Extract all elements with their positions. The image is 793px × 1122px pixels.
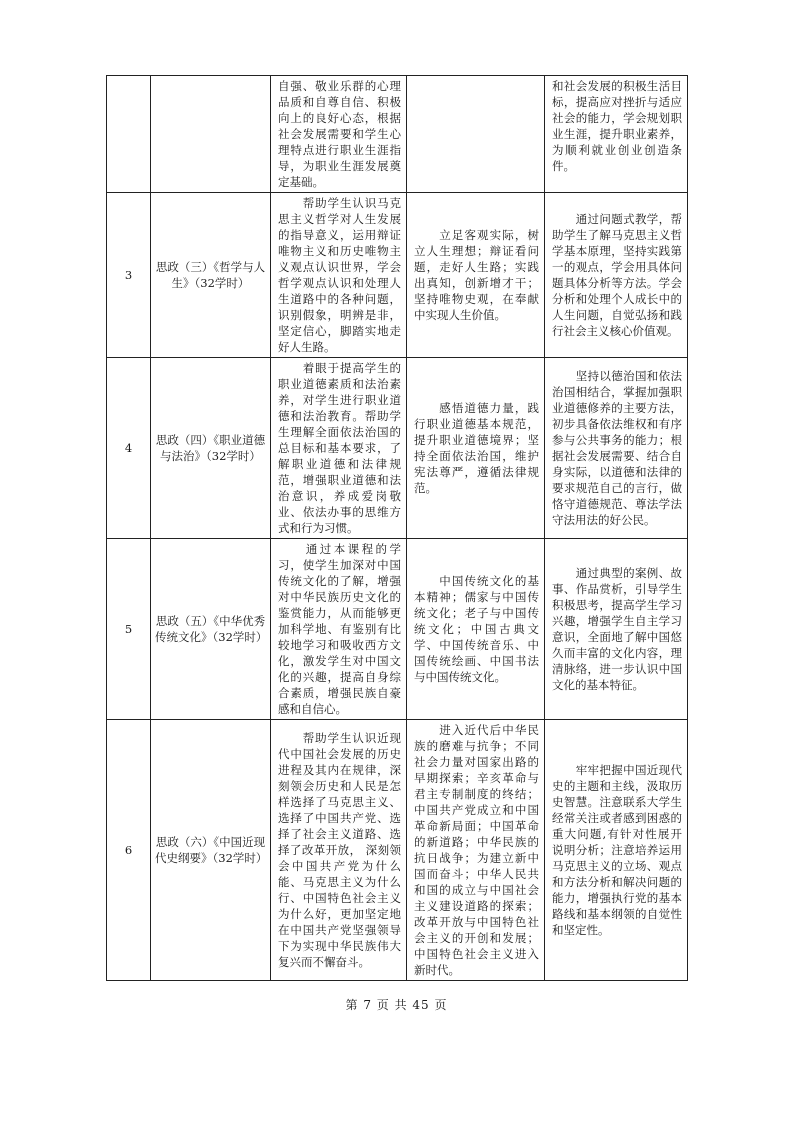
course-name: 思政（四）《职业道德与法治》（32学时） xyxy=(151,358,271,539)
course-content: 进入近代后中华民族的磨难与抗争；不同社会力量对国家出路的早期探索；辛亥革命与君主专制制度的终结；中国共产党成立和中国革命新局面；中国革命的新道路；中华民族的抗日战争；为建立新中国而奋斗；中华人民共和国的成立与中国社会主义建设道路的探索；改革开放与中国特色社会主义的开创和发展；中国特色社会主义进入新时代。 xyxy=(407,720,545,981)
row-number: 4 xyxy=(107,358,151,539)
page-number-footer: 第 7 页 共 45 页 xyxy=(345,998,448,1012)
teaching-requirement: 通过典型的案例、故事、作品赏析，引导学生积极思考，提高学生学习兴趣，增强学生自主学习意识，全面地了解中国悠久而丰富的文化内容，理清脉络，进一步认识中国文化的基本特征。 xyxy=(545,539,688,720)
table-row xyxy=(107,76,688,193)
course-name: 思政（五）《中华优秀传统文化》（32学时） xyxy=(151,539,271,720)
row-number: 5 xyxy=(107,539,151,720)
course-objective: 帮助学生认识马克思主义哲学对人生发展的指导意义，运用辩证唯物主义和历史唯物主义观点认识世界，学会哲学观点认识和处理人生道路中的各种问题，识别假象，明辨是非，坚定信心，脚踏实地走好人生路。 xyxy=(271,193,407,358)
teaching-requirement: 坚持以德治国和依法治国相结合，掌握加强职业道德修养的主要方法，初步具备依法维权和有序参与公共事务的能力；根据社会发展需要、结合自身实际，以道德和法律的要求规范自己的言行，做恪守道德规范、尊法学法守法用法的好公民。 xyxy=(545,358,688,539)
course-content: 感悟道德力量，践行职业道德基本规范，提升职业道德境界；坚持全面依法治国，维护宪法尊严，遵循法律规范。 xyxy=(407,358,545,539)
table-row xyxy=(107,193,688,358)
teaching-requirement: 和社会发展的积极生活目标，提高应对挫折与适应社会的能力，学会规划职业生涯，提升职业素养，为顺利就业创业创造条件。 xyxy=(545,76,688,193)
course-content: 中国传统文化的基本精神；儒家与中国传统文化；老子与中国传统文化；中国古典文学、中国传统音乐、中国传统绘画、中国书法与中国传统文化。 xyxy=(407,539,545,720)
course-name: 思政（六）《中国近现代史纲要》（32学时） xyxy=(151,720,271,981)
course-objective: 着眼于提高学生的职业道德素质和法治素养，对学生进行职业道德和法治教育。帮助学生理解全面依法治国的总目标和基本要求，了解职业道德和法律规范，增强职业道德和法治意识，养成爱岗敬业、依法办事的思维方式和行为习惯。 xyxy=(271,358,407,539)
row-number: 3 xyxy=(107,193,151,358)
course-objective: 自强、敬业乐群的心理品质和自尊自信、积极向上的良好心态，根据社会发展需要和学生心理特点进行职业生涯指导，为职业生涯发展奠定基础。 xyxy=(271,76,407,193)
course-objective: 通过本课程的学习，使学生加深对中国传统文化的了解，增强对中华民族历史文化的鉴赏能力，从而能够更加科学地、有鉴别有比较地学习和吸收西方文化，激发学生对中国文化的兴趣，提高自身综合素质，增强民族自豪感和自信心。 xyxy=(271,539,407,720)
curriculum-table xyxy=(106,75,688,981)
teaching-requirement: 通过问题式教学，帮助学生了解马克思主义哲学基本原理，坚持实践第一的观点，学会用具体问题具体分析等方法。学会分析和处理个人成长中的人生问题，自觉弘扬和践行社会主义核心价值观。 xyxy=(545,193,688,358)
course-name: 思政（三）《哲学与人生》（32学时） xyxy=(151,193,271,358)
course-content: 立足客观实际，树立人生理想；辩证看问题，走好人生路；实践出真知，创新增才干；坚持唯物史观，在奉献中实现人生价值。 xyxy=(407,193,545,358)
table-row xyxy=(107,539,688,720)
row-number: 6 xyxy=(107,720,151,981)
course-name xyxy=(151,76,271,193)
course-objective: 帮助学生认识近现代中国社会发展的历史进程及其内在规律，深刻领会历史和人民是怎样选择了马克思主义、选择了中国共产党、选择了社会主义道路、选择了改革开放， 深刻领会中国共产党为什么能、马克思主义为什么行、中国特色社会主义 为什么好，更加坚定地在中国共产党坚强领导下为实现中华民族伟大复兴而不懈奋斗。 xyxy=(271,720,407,981)
table-row xyxy=(107,720,688,981)
course-content xyxy=(407,76,545,193)
teaching-requirement: 牢牢把握中国近现代史的主题和主线，汲取历史智慧。注意联系大学生经常关注或者感到困惑的重大问题,有针对性展开说明分析；注意培养运用马克思主义的立场、观点和方法分析和解决问题的能力，增强执行党的基本路线和基本纲领的自觉性和坚定性。 xyxy=(545,720,688,981)
row-number xyxy=(107,76,151,193)
table-row xyxy=(107,358,688,539)
